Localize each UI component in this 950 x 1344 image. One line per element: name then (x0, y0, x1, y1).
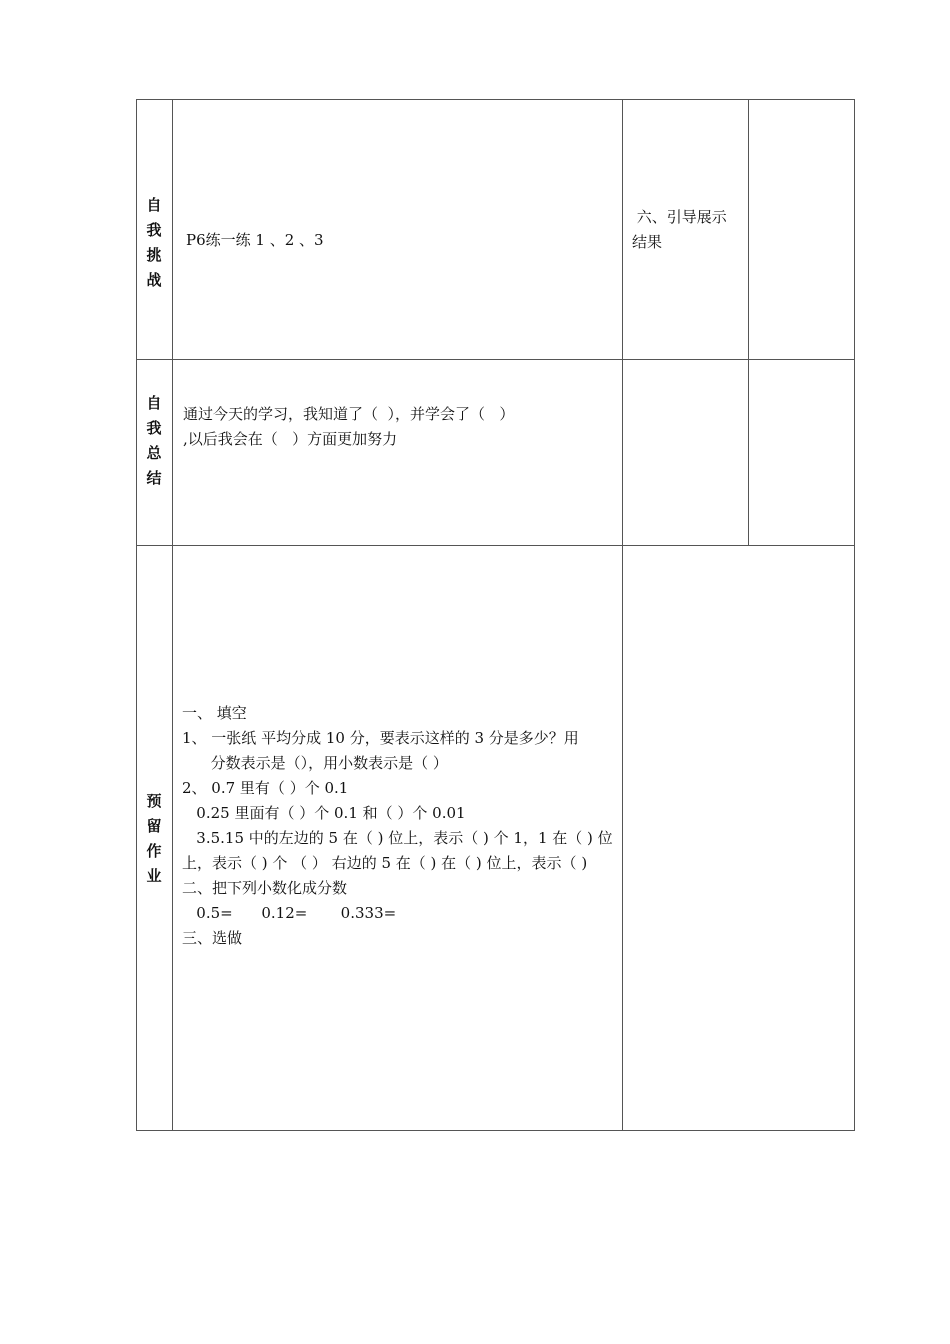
label-char: 我 (146, 419, 162, 437)
homework-line: 1、 一张纸 平均分成 10 分，要表示这样的 3 分是多少？用 (182, 729, 579, 747)
guidance-note-line: 结果 (632, 233, 663, 251)
label-char: 自 (146, 196, 162, 214)
homework-line: 3.5.15 中的左边的 5 在（ ) 位上，表示（ ) 个 1，1 在（ ) 位 (182, 829, 613, 847)
label-char: 我 (146, 221, 162, 239)
homework-line: 0.5= 0.12= 0.333= (182, 904, 397, 922)
label-char: 自 (146, 394, 162, 412)
label-char: 总 (146, 444, 162, 462)
homework-line: 一、 填空 (182, 704, 247, 722)
homework-line: 上，表示（ ) 个 （ ） 右边的 5 在（ ) 在（ ) 位上，表示（ ) (182, 854, 588, 872)
row-label-self-summary (137, 391, 171, 491)
homework-line: 三、选做 (182, 929, 243, 947)
self-challenge-content: P6练一练 1 、2 、3 (186, 231, 324, 249)
label-char: 挑 (146, 246, 162, 264)
label-char: 战 (146, 271, 162, 289)
homework-line: 二、把下列小数化成分数 (182, 879, 348, 897)
guidance-note-line: 六、引导展示 (632, 208, 727, 226)
summary-line: 通过今天的学习，我知道了（ ），并学会了（ ） (183, 405, 515, 423)
label-char: 业 (146, 867, 162, 885)
row-label-self-challenge (137, 193, 171, 293)
homework-line: 0.25 里面有（ ）个 0.1 和（ ）个 0.01 (182, 804, 466, 822)
row-label-homework (137, 789, 171, 889)
homework-line: 2、 0.7 里有（ ）个 0.1 (182, 779, 349, 797)
label-char: 作 (146, 842, 162, 860)
label-char: 预 (146, 792, 162, 810)
summary-line: ,以后我会在（ ）方面更加努力 (183, 430, 398, 448)
table-border (137, 100, 855, 1131)
label-char: 结 (146, 469, 162, 487)
label-char: 留 (146, 817, 162, 835)
homework-line: 分数表示是（），用小数表示是（ ） (182, 754, 448, 772)
